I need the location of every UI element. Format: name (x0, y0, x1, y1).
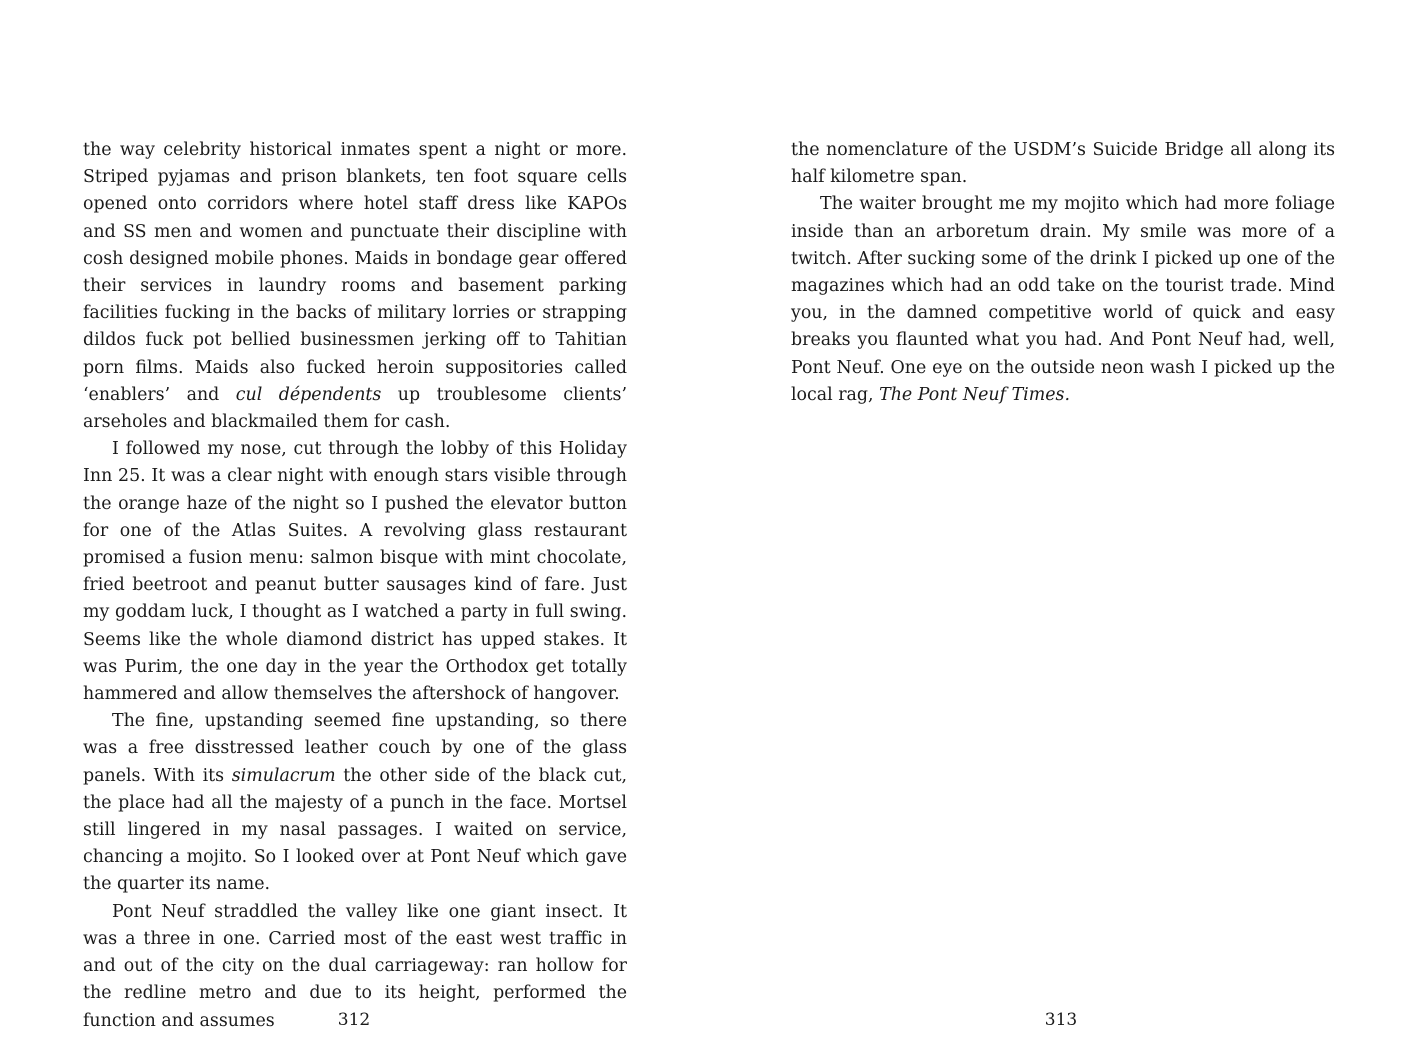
italic-text-segment: The Pont Neuf Times. (879, 384, 1070, 405)
text-segment: the other side of the black cut, the place had all the majesty of a punch in the face. Mortsel still lingered in my nasal passages. I waited on service, chancing a mojito. So I looked over at Pont Neuf which gave the quarter its name. (83, 765, 627, 895)
text-segment: The waiter brought me my mojito which had more foliage inside than an arboretum drain. My smile was more of a twitch. After sucking some of the drink I picked up one of the magazines which had an odd take on the tourist trade. Mind you, in the damned competitive world of quick and easy breaks you flaunted what you had. And Pont Neuf had, well, Pont Neuf. One eye on the outside neon wash I picked up the local rag, (791, 194, 1335, 405)
text-segment: the way celebrity historical inmates spent a night or more. Striped pyjamas and prison blankets, ten foot square cells opened onto corridors where hotel staff dress like KAPOs and SS men and women and punctuate their discipline with cosh designed mobile phones. Maids in bondage gear offered their services in laundry rooms and basement parking facilities fucking in the backs of military lorries or strapping dildos fuck pot bellied businessmen jerking off to Tahitian porn films. Maids also fucked heroin suppositories called ‘enablers’ and (83, 140, 627, 405)
right-page-text (791, 137, 1335, 409)
text-segment: The fine, upstanding seemed fine upstanding, so there was a free disstressed leather couch by one of the glass panels. With its (83, 711, 627, 786)
italic-text-segment: cul dépendents (235, 384, 382, 405)
page-number-right: 313 (1044, 1010, 1078, 1030)
text-segment: Pont Neuf straddled the valley like one giant insect. It was a three in one. Carried most of the east west traffic in and out of the city on the dual carriageway: ran hollow for the redline metro and due to its height, performed the function and assumes (83, 901, 627, 1031)
right-paragraph-1 (791, 137, 1335, 191)
right-page (708, 0, 1417, 1063)
page-number-left: 312 (337, 1010, 371, 1030)
text-segment: the nomenclature of the USDM’s Suicide Bridge all along its half kilometre span. (791, 140, 1335, 188)
left-page (0, 0, 708, 1063)
right-paragraph-2 (791, 191, 1335, 409)
left-paragraph-2 (83, 436, 627, 708)
left-paragraph-3 (83, 708, 627, 898)
text-segment: I followed my nose, cut through the lobby of this Holiday Inn 25. It was a clear night with enough stars visible through the orange haze of the night so I pushed the elevator button for one of the Atlas Suites. A revolving glass restaurant promised a fusion menu: salmon bisque with mint chocolate, fried beetroot and peanut butter sausages kind of fare. Just my goddam luck, I thought as I watched a party in full swing. Seems like the whole diamond district has upped stakes. It was Purim, the one day in the year the Orthodox get totally hammered and allow themselves the aftershock of hangover. (83, 439, 627, 705)
left-paragraph-1 (83, 137, 627, 436)
left-page-text (83, 137, 627, 1035)
italic-text-segment: simulacrum (231, 765, 336, 786)
text-segment: up troublesome clients’ arseholes and blackmailed them for cash. (83, 384, 627, 433)
